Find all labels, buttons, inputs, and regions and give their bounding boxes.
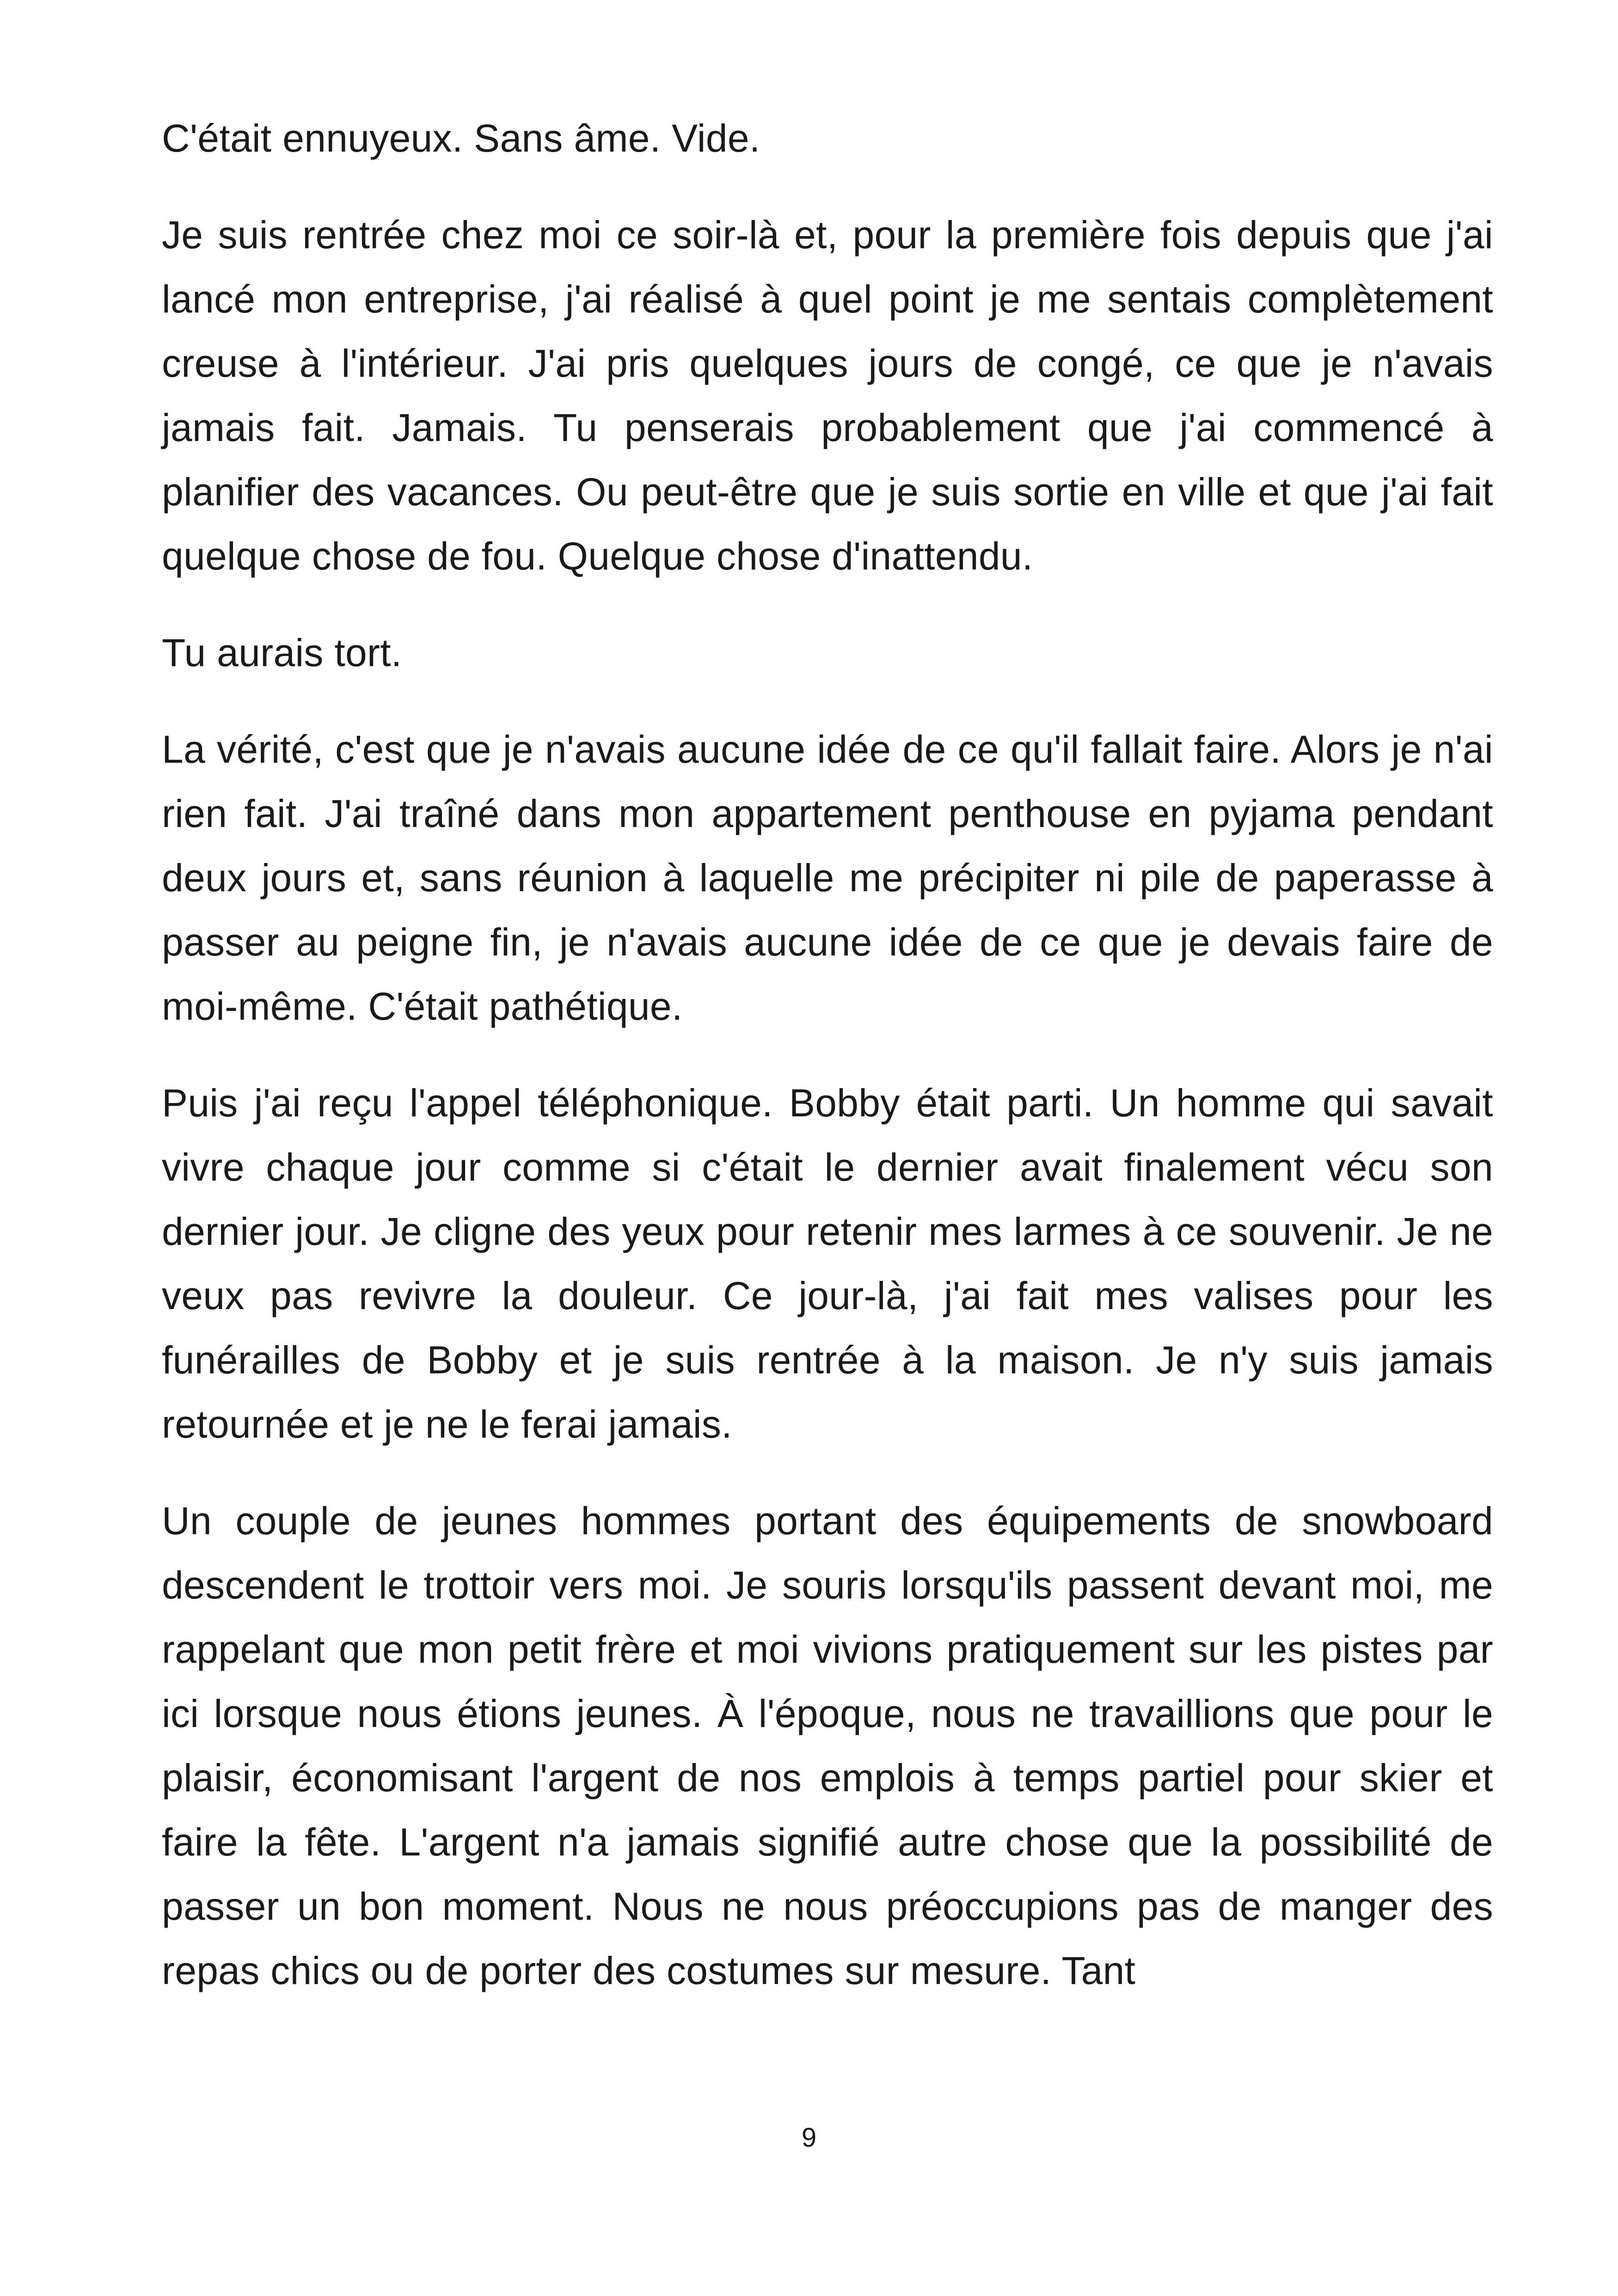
page-number: 9 bbox=[801, 2123, 817, 2153]
paragraph: Tu aurais tort. bbox=[162, 631, 402, 674]
paragraph: Puis j'ai reçu l'appel téléphonique. Bobby était parti. Un homme qui savait vivre chaque jour comme si c'était le dernier avait finalement vécu son dernier jour. Je cligne des yeux pour retenir mes larmes à ce souvenir. Je ne veux pas revivre la douleur. Ce jour-là, j'ai fait mes valises pour les funérailles de Bobby et je suis rentrée à la maison. Je n'y suis jamais retournée et je ne le ferai jamais. bbox=[162, 1081, 1493, 1446]
paragraph: Je suis rentrée chez moi ce soir-là et, pour la première fois depuis que j'ai lancé mon entreprise, j'ai réalisé à quel point je me sentais complètement creuse à l'intérieur. J'ai pris quelques jours de congé, ce que je n'avais jamais fait. Jamais. Tu penserais probablement que j'ai commencé à planifier des vacances. Ou peut-être que je suis sortie en ville et que j'ai fait quelque chose de fou. Quelque chose d'inattendu. bbox=[162, 213, 1493, 578]
paragraph: La vérité, c'est que je n'avais aucune idée de ce qu'il fallait faire. Alors je n'ai rien fait. J'ai traîné dans mon appartement penthouse en pyjama pendant deux jours et, sans réunion à laquelle me précipiter ni pile de paperasse à passer au peigne fin, je n'avais aucune idée de ce que je devais faire de moi-même. C'était pathétique. bbox=[162, 728, 1493, 1028]
text-body bbox=[162, 106, 1493, 2035]
paragraph: C'était ennuyeux. Sans âme. Vide. bbox=[162, 116, 760, 160]
paragraph: Un couple de jeunes hommes portant des équipements de snowboard descendent le trottoir vers moi. Je souris lorsqu'ils passent devant moi, me rappelant que mon petit frère et moi vivions pratiquement sur les pistes par ici lorsque nous étions jeunes. À l'époque, nous ne travaillions que pour le plaisir, économisant l'argent de nos emplois à temps partiel pour skier et faire la fête. L'argent n'a jamais signifié autre chose que la possibilité de passer un bon moment. Nous ne nous préoccupions pas de manger des repas chics ou de porter des costumes sur mesure. Tant bbox=[162, 1499, 1493, 1992]
